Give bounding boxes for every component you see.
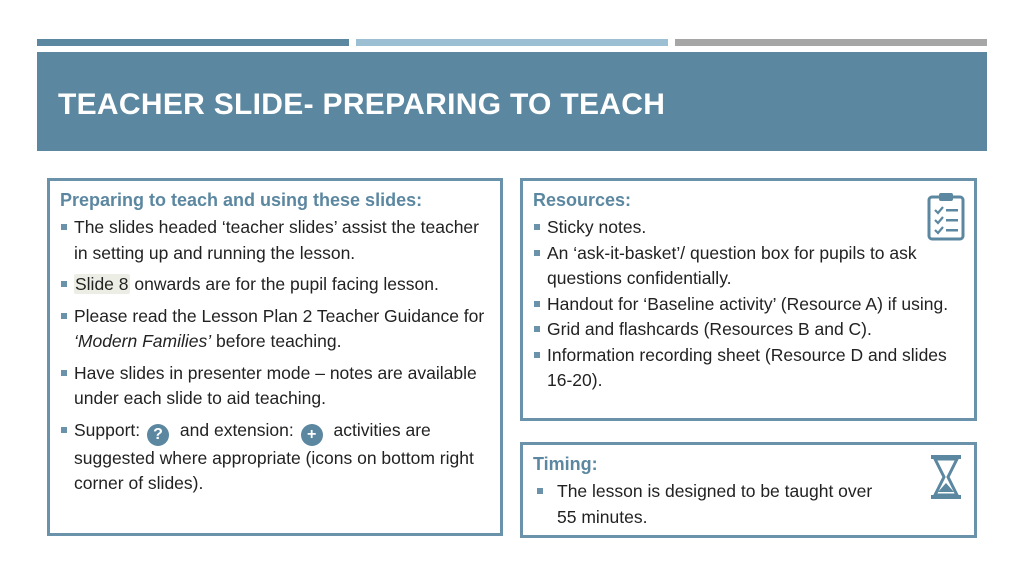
plus-icon: +: [301, 424, 323, 446]
preparing-list: [60, 215, 490, 497]
resources-list: [533, 215, 964, 394]
list-item: Information recording sheet (Resource D and slides 16-20).: [533, 343, 964, 394]
slide-reference: Slide 8: [75, 274, 129, 294]
resources-panel: [520, 178, 977, 421]
list-item: Please read the Lesson Plan 2 Teacher Guidance for ‘Modern Families’ before teaching.: [60, 304, 490, 355]
timing-panel: [520, 442, 977, 538]
resources-heading: Resources:: [533, 190, 632, 210]
list-item: Slide 8 onwards are for the pupil facing lesson.: [60, 272, 490, 298]
list-item: An ‘ask-it-basket’/ question box for pupils to ask questions confidentially.: [533, 241, 964, 292]
decor-bar-dark: [37, 39, 349, 46]
decor-bar-grey: [675, 39, 987, 46]
preparing-panel: [47, 178, 503, 536]
list-item: Sticky notes.: [533, 215, 964, 241]
guidance-title: ‘Modern Families’: [74, 331, 212, 351]
timing-heading: Timing:: [533, 454, 598, 474]
list-item: Have slides in presenter mode – notes are available under each slide to aid teaching.: [60, 361, 490, 412]
list-item-support: Support: ? and extension: + activities are suggested where appropriate (icons on bottom right corner of slides).: [60, 418, 490, 497]
list-item: The slides headed ‘teacher slides’ assist the teacher in setting up and running the lesson.: [60, 215, 490, 266]
preparing-heading: Preparing to teach and using these slides:: [60, 190, 423, 210]
list-item: The lesson is designed to be taught over 55 minutes.: [533, 479, 964, 530]
decor-bar-light: [356, 39, 668, 46]
list-item: Grid and flashcards (Resources B and C).: [533, 317, 964, 343]
timing-list: [533, 479, 964, 530]
title-band: [37, 52, 987, 151]
page-title: TEACHER SLIDE- PREPARING TO TEACH: [58, 88, 666, 121]
question-icon: ?: [147, 424, 169, 446]
list-item: Handout for ‘Baseline activity’ (Resource A) if using.: [533, 292, 964, 318]
